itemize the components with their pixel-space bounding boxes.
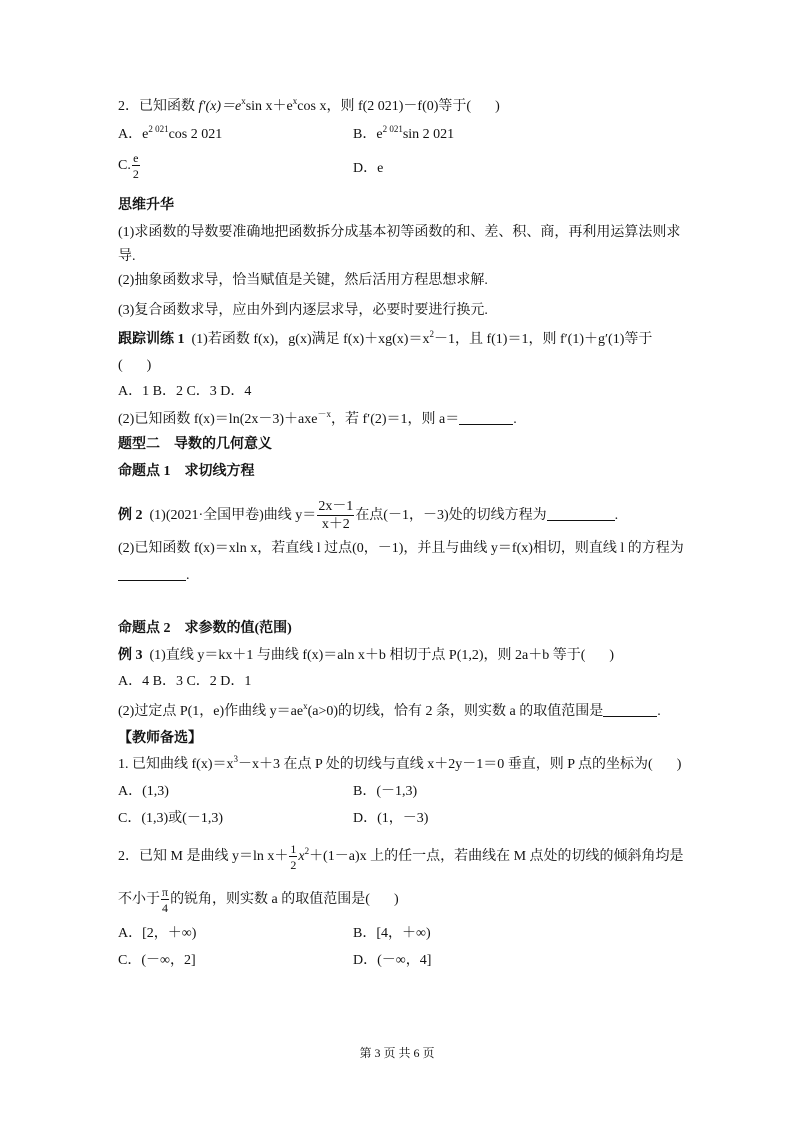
q2-close-paren: ) (495, 99, 500, 114)
answer-blank[interactable] (547, 506, 615, 521)
gz1-p1sup: 2 (429, 329, 434, 339)
ex2-line2: (2)已知函数 f(x)＝xln x，若直线 l 过点(0，－1)，并且与曲线 y＝f(x)相切，则直线 l 的方程为 (118, 541, 684, 556)
q2-option-b (353, 126, 454, 144)
mtd2-heading: 命题点 2 求参数的值(范围) (118, 621, 292, 636)
ex3-line1 (118, 647, 614, 665)
q2-exp2: x (292, 96, 298, 106)
ex2-line3 (118, 566, 190, 585)
teacher-q2c: ＋(1－a)x 上的任一点，若曲线在 M 点处的切线的倾斜角均是 (309, 849, 684, 865)
gz1-label: 跟踪训练 1 (118, 332, 185, 347)
gz1-close-paren: ) (146, 358, 152, 373)
q2-option-a (118, 126, 222, 144)
gz1-p2sup: －x (317, 409, 331, 419)
ex3-p2a: (2)过定点 P(1，e)作曲线 y＝ae (118, 704, 304, 719)
teacher-heading: 【教师备选】 (118, 731, 202, 746)
teacher-q1-option-b: B．(－1,3) (353, 784, 418, 799)
gz1-p1a: (1)若函数 f(x)，g(x)满足 f(x)＋xg(x)＝x (191, 332, 430, 347)
ex3-a: (1)直线 y＝kx＋1 与曲线 f(x)＝aln x＋b 相切于点 P(1,2)，则 2a＋b 等于( (149, 648, 586, 663)
ex2-b: 在点(－1，－3)处的切线方程为 (355, 508, 547, 524)
teacher-q1sup: 3 (233, 754, 238, 764)
page-footer: 第 3 页 共 6 页 (359, 1046, 435, 1060)
q2-option-d: D．e (353, 161, 384, 176)
gz1-options: A．1 B．2 C．3 D．4 (118, 384, 252, 399)
ex2-fraction (317, 500, 354, 532)
teacher-q1 (118, 756, 681, 774)
gz1-p2a: (2)已知函数 f(x)＝ln(2x－3)＋axe (118, 412, 318, 427)
siwei-heading: 思维升华 (118, 198, 174, 213)
answer-blank[interactable] (603, 702, 657, 717)
q2-stem-text: 2．已知函数 (118, 99, 195, 114)
teacher-q2-option-a: A．[2，＋∞) (118, 926, 197, 941)
siwei-p2: (2)抽象函数求导，恰当赋值是关键，然后活用方程思想求解. (118, 273, 488, 288)
gz1-paren (118, 357, 151, 375)
ex2-c: . (614, 508, 619, 524)
q2-option-c (118, 152, 141, 180)
frac-num: π (162, 885, 169, 899)
teacher-q1-option-c: C．(1,3)或(－1,3) (118, 811, 223, 826)
answer-blank[interactable] (118, 566, 186, 581)
q2-option-c-pre: C. (118, 158, 131, 174)
gz1-open-paren: ( (118, 358, 123, 373)
teacher-q1-option-d: D．(1，－3) (353, 811, 429, 826)
q2-exp: x (241, 96, 246, 106)
frac-den: 4 (162, 901, 169, 915)
gz1-p2b: ，若 f′(2)＝1，则 a＝ (330, 412, 460, 427)
ex2-label: 例 2 (118, 508, 143, 524)
teacher-q2d: 不小于 (118, 892, 160, 908)
gz1-p2c: . (513, 412, 517, 427)
ex2-a: (1)(2021·全国甲卷)曲线 y＝ (149, 508, 317, 524)
q2-option-a-sup: 2 021 (148, 124, 169, 134)
q2-option-a-post: cos 2 021 (168, 127, 223, 142)
teacher-q2sup: 2 (304, 846, 310, 857)
gz1-line2 (118, 410, 517, 429)
teacher-q2-fraction (289, 843, 297, 871)
teacher-q2-option-d: D．(－∞，4] (353, 953, 432, 968)
q2-option-b-pre: B．e (353, 127, 383, 142)
frac-num: e (133, 151, 139, 165)
ex2-line1 (118, 500, 618, 532)
frac-den: 2 (290, 858, 297, 872)
q2-option-b-post: sin 2 021 (402, 127, 455, 142)
ex3-line2 (118, 702, 661, 721)
q2-stem-func: f′(x)＝e (198, 99, 242, 114)
teacher-q2-line1 (118, 843, 684, 871)
frac-den: x＋2 (321, 517, 350, 532)
teacher-q1c: ) (676, 757, 682, 772)
siwei-p3: (3)复合函数求导，应由外到内逐层求导，必要时要进行换元. (118, 303, 488, 318)
siwei-p1a: (1)求函数的导数要准确地把函数拆分成基本初等函数的和、差、积、商，再利用运算法则求 (118, 225, 681, 240)
siwei-p1b: 导. (118, 249, 136, 264)
gz1-line1 (118, 331, 652, 349)
frac-den: 2 (132, 167, 139, 181)
teacher-q1-option-a: A．(1,3) (118, 784, 169, 799)
q2-stem-end: cos x，则 f(2 021)－f(0)等于( (297, 99, 472, 114)
ex2-2b: . (186, 568, 190, 583)
teacher-q2b: x (298, 849, 305, 865)
q2-stem (118, 98, 500, 116)
teacher-q2a: 2．已知 M 是曲线 y＝ln x＋ (118, 849, 289, 865)
teacher-q2-option-c: C．(－∞，2] (118, 953, 196, 968)
answer-blank[interactable] (459, 410, 513, 425)
teacher-q2e: 的锐角，则实数 a 的取值范围是( (170, 892, 370, 908)
ex3-options: A．4 B．3 C．2 D．1 (118, 674, 252, 689)
frac-num: 1 (290, 842, 297, 856)
q2-option-c-fraction (132, 152, 140, 180)
q2-option-b-sup: 2 021 (382, 124, 403, 134)
teacher-q2-pi-fraction (161, 886, 169, 914)
tx2-heading: 题型二 导数的几何意义 (118, 437, 272, 452)
q2-stem-mid: sin x＋e (245, 99, 293, 114)
frac-num: 2x－1 (318, 499, 354, 514)
ex3-p2c: . (657, 704, 661, 719)
ex3-p2b: (a>0)的切线，恰有 2 条，则实数 a 的取值范围是 (307, 704, 604, 719)
teacher-q2-option-b: B．[4，＋∞) (353, 926, 431, 941)
ex3-b: ) (609, 648, 615, 663)
gz1-p1b: －1，且 f(1)＝1，则 f′(1)＋g′(1)等于 (433, 332, 653, 347)
q2-option-a-pre: A．e (118, 127, 149, 142)
ex3-p2sup: x (303, 701, 308, 711)
ex3-label: 例 3 (118, 648, 143, 663)
mtd1-heading: 命题点 1 求切线方程 (118, 464, 255, 479)
teacher-q2f: ) (393, 892, 399, 908)
teacher-q2-line2 (118, 886, 399, 914)
teacher-q1b: －x＋3 在点 P 处的切线与直线 x＋2y－1＝0 垂直，则 P 点的坐标为( (238, 757, 653, 772)
teacher-q1a: 1. 已知曲线 f(x)＝x (118, 757, 234, 772)
